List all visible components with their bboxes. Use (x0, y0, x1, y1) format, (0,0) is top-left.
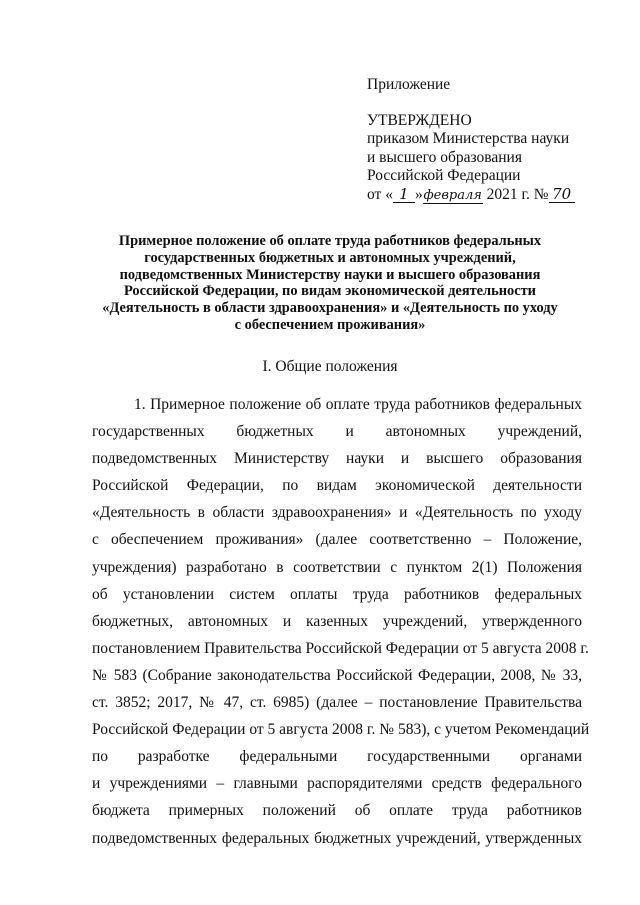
handwritten-order-number: 70 (549, 187, 575, 203)
order-line-3: Российской Федерации (367, 167, 521, 184)
title-line: Российской Федерации, по видам экономической деятельности (124, 283, 536, 300)
paragraph-line: Российской Федерации от 5 августа 2008 г. № 583), с учетом Рекомендаций (92, 721, 590, 739)
paragraph-1 (92, 396, 590, 857)
handwritten-day: 1 (393, 187, 415, 203)
title-line: «Деятельность в области здравоохранения» и «Деятельность по уходу (102, 300, 558, 317)
paragraph-line: бюджета примерных положений об оплате труда работников (92, 802, 582, 820)
paragraph-line: с обеспечением проживания» (далее соответственно – Положение, (92, 531, 582, 549)
order-line-1: приказом Министерства науки (367, 130, 570, 147)
paragraph-line: № 583 (Собрание законодательства Российской Федерации, 2008, № 33, (92, 666, 582, 684)
paragraph-line: бюджетных, автономных и казенных учреждений, утвержденного (92, 612, 582, 630)
paragraph-line: Российской Федерации, по видам экономической деятельности (92, 477, 582, 495)
title-line: государственных бюджетных и автономных учреждений, (144, 249, 516, 266)
date-prefix: от « (367, 185, 393, 203)
handwritten-month: февраля (423, 187, 482, 203)
paragraph-line: государственных бюджетных и автономных учреждений, (92, 423, 582, 441)
title-line: Примерное положение об оплате труда работников федеральных (118, 233, 542, 249)
appendix-label: Приложение (367, 76, 451, 93)
paragraph-line: по разработке федеральными государственными органами (92, 748, 582, 766)
approved-label: УТВЕРЖДЕНО (367, 111, 472, 129)
year-text: 2021 г. № (486, 185, 549, 203)
section-heading: I. Общие положения (262, 358, 398, 375)
paragraph-line: и учреждениями – главными распорядителями средств федерального (92, 775, 582, 793)
title-line: подведомственных Министерству науки и высшего образования (119, 266, 541, 283)
paragraph-line: учреждения) разработано в соответствии с пунктом 2(1) Положения (92, 558, 582, 576)
paragraph-line: об установлении систем оплаты труда работников федеральных (92, 585, 582, 603)
paragraph-line: 1. Примерное положение об оплате труда работников федеральных (134, 396, 582, 413)
paragraph-line: подведомственных Министерству науки и высшего образования (92, 450, 582, 468)
paragraph-line: «Деятельность в области здравоохранения» и «Деятельность по уходу (92, 504, 582, 522)
paragraph-line: постановлением Правительства Российской Федерации от 5 августа 2008 г. (92, 639, 589, 657)
approval-block (367, 76, 575, 204)
paragraph-line: подведомственных федеральных бюджетных учреждений, утвержденных (92, 829, 582, 847)
title-line: с обеспечением проживания» (234, 316, 426, 333)
document-title (80, 233, 580, 334)
quote-close: » (414, 185, 423, 203)
order-date-line (367, 186, 575, 205)
paragraph-line: ст. 3852; 2017, № 47, ст. 6985) (далее – постановление Правительства (92, 694, 582, 712)
order-line-2: и высшего образования (367, 148, 522, 166)
